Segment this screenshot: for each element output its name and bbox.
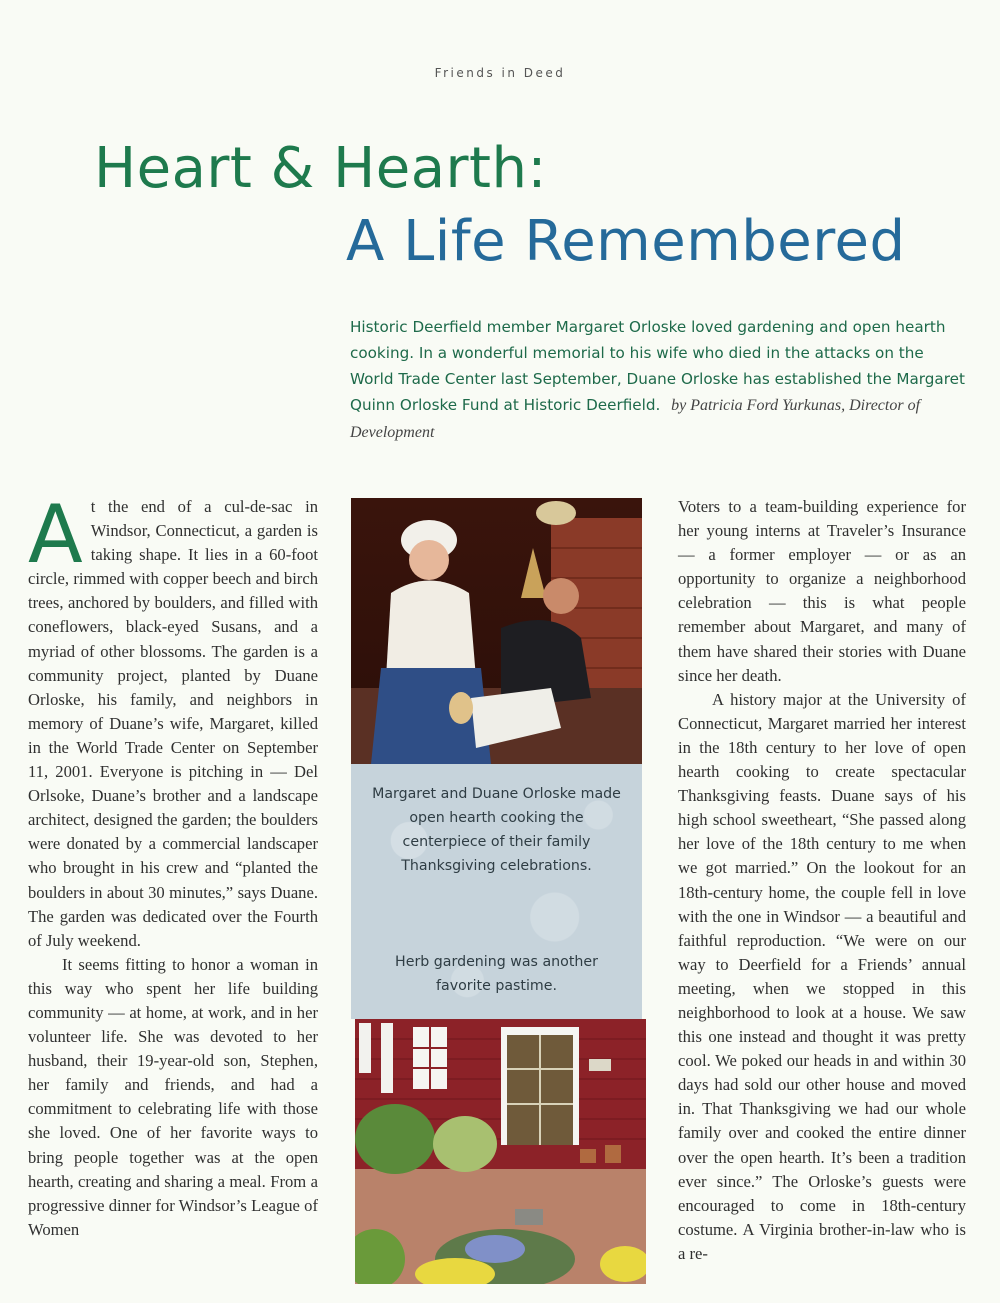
title-line-2: A Life Remembered (346, 209, 906, 274)
article-column-left (28, 488, 318, 1242)
byline: by Patricia Ford Yurkunas, Director of Development (350, 397, 921, 441)
paragraph-1-text: t the end of a cul-de-sac in Windsor, Connecticut, a garden is taking shape. It lies in a 60-foot circle, rimmed with copper beech and birch trees, anchored by boulders, and filled with coneflowers, black-eyed Susans, and a myriad of other blossoms. The garden is a community project, planted by Duane Orloske, his family, and neighbors in memory of Duane’s wife, Margaret, killed in the World Trade Center on September 11, 2001. Everyone is pitching in — Del Orlsoke, Duane’s brother and a landscape architect, designed the garden; the boulders were donated by a commercial landscaper who brought in his crew and “planted the boulders in about 30 minutes,” says Duane. The garden was dedicated over the Fourth of July weekend. (28, 497, 318, 950)
hearth-cooking-photo (351, 498, 642, 764)
intro-deck (350, 314, 965, 446)
hearth-cooking-illustration (351, 498, 642, 764)
title-line-1: Heart & Hearth: (94, 136, 547, 201)
paragraph-1 (28, 488, 318, 953)
paragraph-4: A history major at the University of Connecticut, Margaret married her interest in the 18th century to her love of open hearth cooking to create spectacular Thanksgiving feasts. Duane says of his high school sweetheart, “She passed along her love of the 18th century to me when we got married.” On the lookout for an 18th-century home, the couple fell in love with the one in Windsor — a beautiful and faithful reproduction. “We were on our way to Deerfield for a Friends’ annual meeting, when we stopped in this neighborhood to look at a house. We saw this one instead and thought it was pretty cool. We poked our heads in and within 30 days had sold our other house and moved in. That Thanksgiving we had our whole family over and cooked the entire dinner over the open hearth. It’s been a tradition ever since.” The Orloske’s guests were encouraged to come in 18th-century costume. A Virginia brother-in-law who is a re- (678, 689, 966, 1263)
paragraph-3: Voters to a team-building experience for her young interns at Traveler’s Insurance — a former employer — or as an opportunity to organize a neighborhood celebration — this is what people remember about Margaret, and many of them have shared their stories with Duane since her death. (678, 497, 966, 685)
caption-photo-2: Herb gardening was another favorite pastime. (395, 954, 598, 994)
article-column-right (678, 495, 966, 1266)
paragraph-2: It seems fitting to honor a woman in this way who spent her life building community — at home, at work, and in her volunteer life. She was devoted to her husband, their 19-year-old son, Stephen, her family and friends, and had a commitment to celebrating life with those she loved. One of her favorite ways to bring people together was at the open hearth, creating and sharing a meal. From a progressive dinner for Windsor’s League of Women (28, 954, 318, 1239)
running-header: Friends in Deed (434, 66, 566, 80)
herb-garden-photo (355, 1019, 646, 1284)
herb-garden-illustration (355, 1019, 646, 1284)
drop-cap: A (28, 488, 83, 581)
intro-text: Historic Deerfield member Margaret Orloske loved gardening and open hearth cooking. In a wonderful memorial to his wife who died in the attacks on the World Trade Center last September, Duane Orloske has established the Margaret Quinn Orloske Fund at Historic Deerfield. (350, 318, 965, 414)
caption-photo-1: Margaret and Duane Orloske made open hearth cooking the centerpiece of their family Thanksgiving celebrations. (372, 786, 621, 874)
caption-panel (351, 764, 642, 1019)
